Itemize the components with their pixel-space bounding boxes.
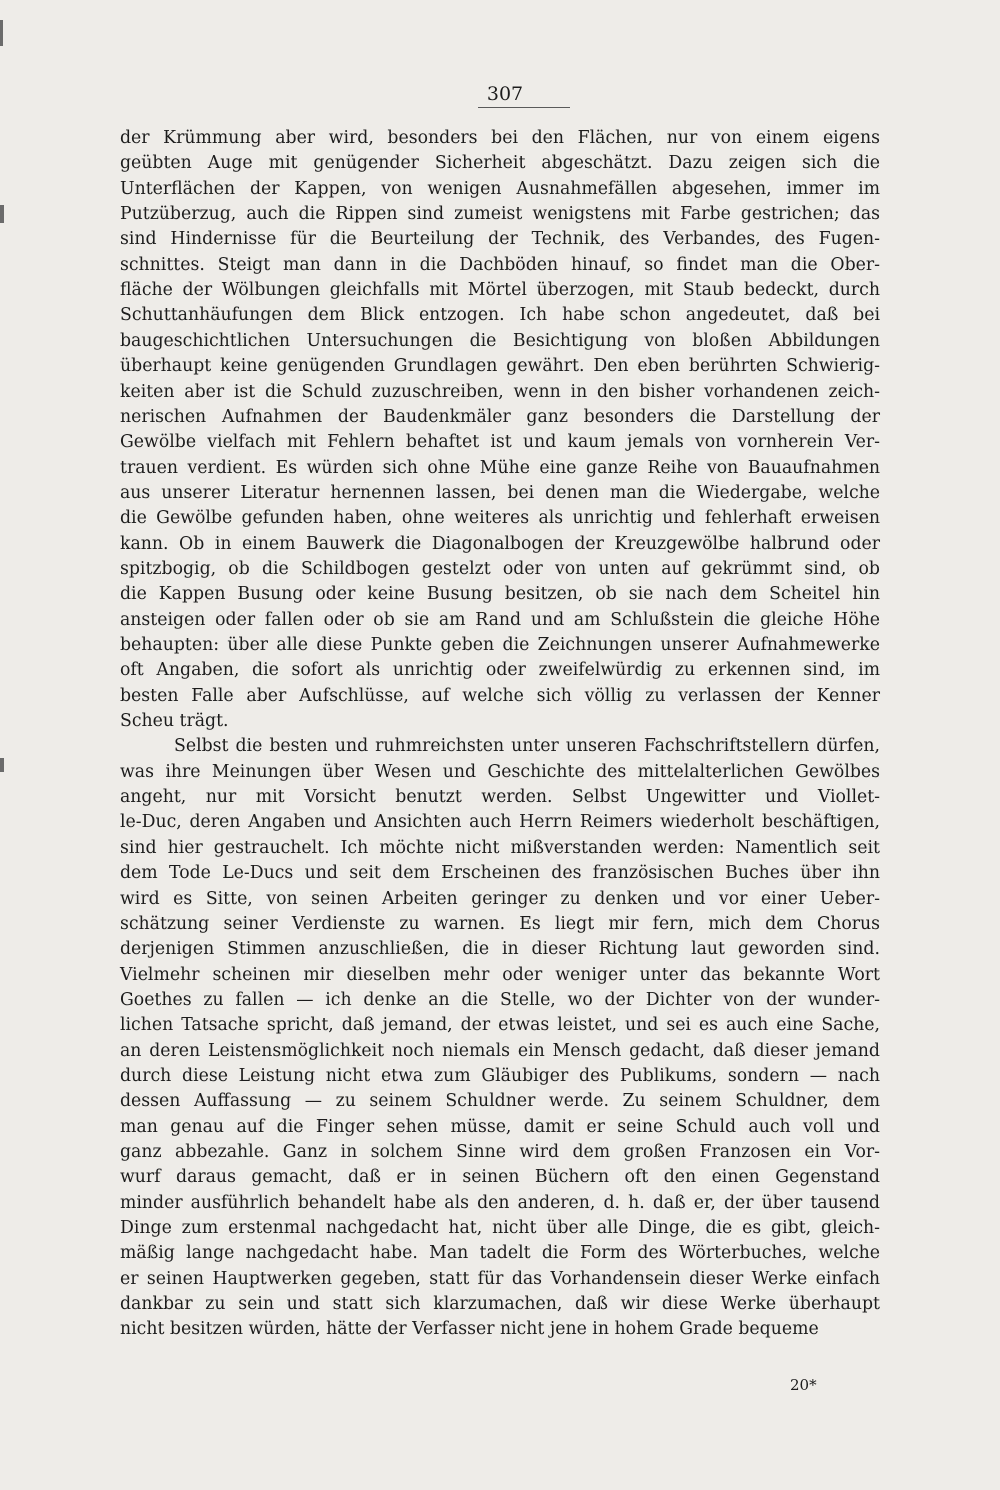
text-line: Scheu trägt. bbox=[120, 711, 229, 732]
scan-edge-mark bbox=[0, 20, 3, 46]
text-line: Unterflächen der Kappen, von wenigen Ausnahmefällen abgesehen, immer im bbox=[120, 178, 880, 199]
text-line: ganz abbezahle. Ganz in solchem Sinne wird dem großen Franzosen ein Vor- bbox=[120, 1142, 880, 1162]
text-line: Gewölbe vielfach mit Fehlern behaftet ist und kaum jemals von vornherein Ver- bbox=[120, 432, 880, 453]
text-line: man genau auf die Finger sehen müsse, damit er seine Schuld auch voll und bbox=[120, 1116, 880, 1137]
text-line: wird es Sitte, von seinen Arbeiten geringer zu denken und vor einer Ueber- bbox=[120, 888, 880, 909]
text-line: minder ausführlich behandelt habe als den anderen, d. h. daß er, der über tausend bbox=[120, 1192, 880, 1213]
text-line: Vielmehr scheinen mir dieselben mehr oder weniger unter das bekannte Wort bbox=[120, 964, 880, 985]
text-line: die Kappen Busung oder keine Busung besitzen, ob sie nach dem Scheitel hin bbox=[120, 584, 880, 605]
text-line: überhaupt keine genügenden Grundlagen gewährt. Den eben berührten Schwierig- bbox=[120, 356, 880, 377]
text-line: schnittes. Steigt man dann in die Dachböden hinauf, so findet man die Ober- bbox=[120, 254, 880, 275]
scan-edge-mark bbox=[0, 205, 4, 223]
text-line: durch diese Leistung nicht etwa zum Gläubiger des Publikums, sondern — nach bbox=[120, 1065, 880, 1086]
text-line: fläche der Wölbungen gleichfalls mit Mörtel überzogen, mit Staub bedeckt, durch bbox=[120, 280, 880, 301]
text-line: Dinge zum erstenmal nachgedacht hat, nicht über alle Dinge, die es gibt, gleich- bbox=[120, 1218, 880, 1239]
text-line: was ihre Meinungen über Wesen und Geschichte des mittelalterlichen Gewölbes bbox=[120, 761, 880, 782]
text-line: behaupten: über alle diese Punkte geben die Zeichnungen unserer Aufnahmewerke bbox=[120, 635, 880, 655]
scan-edge-mark bbox=[0, 758, 4, 772]
text-line: trauen verdient. Es würden sich ohne Mühe eine ganze Reihe von Bauaufnahmen bbox=[120, 457, 880, 478]
text-line: an deren Leistensmöglichkeit noch niemals ein Mensch gedacht, daß dieser jemand bbox=[120, 1040, 880, 1061]
page-number: 307 bbox=[478, 82, 570, 108]
text-line: besten Falle aber Aufschlüsse, auf welche sich völlig zu verlassen der Kenner bbox=[120, 685, 880, 706]
text-line: dessen Auffassung — zu seinem Schuldner werde. Zu seinem Schuldner, dem bbox=[120, 1091, 880, 1112]
text-line: angeht, nur mit Vorsicht benutzt werden. Selbst Ungewitter und Viollet- bbox=[120, 787, 880, 808]
text-line: oft Angaben, die sofort als unrichtig oder zweifelwürdig zu erkennen sind, im bbox=[120, 660, 880, 681]
text-line: kann. Ob in einem Bauwerk die Diagonalbogen der Kreuzgewölbe halbrund oder bbox=[120, 533, 880, 554]
text-line: dem Tode Le-Ducs und seit dem Erscheinen des französischen Buches über ihn bbox=[120, 863, 880, 884]
text-line: nerischen Aufnahmen der Baudenkmäler ganz besonders die Darstellung der bbox=[120, 406, 880, 427]
text-line: le-Duc, deren Angaben und Ansichten auch Herrn Reimers wiederholt beschäftigen, bbox=[120, 812, 880, 833]
text-line: spitzbogig, ob die Schildbogen gestelzt oder von unten auf gekrümmt sind, ob bbox=[120, 558, 880, 579]
text-line: keiten aber ist die Schuld zuzuschreiben, wenn in den bisher vorhandenen zeich- bbox=[120, 381, 880, 402]
text-line: geübten Auge mit genügender Sicherheit abgeschätzt. Dazu zeigen sich die bbox=[120, 153, 880, 174]
text-line: wurf daraus gemacht, daß er in seinen Büchern oft den einen Gegenstand bbox=[120, 1167, 880, 1188]
text-line: nicht besitzen würden, hätte der Verfasser nicht jene in hohem Grade bequeme bbox=[120, 1319, 819, 1340]
text-line: mäßig lange nachgedacht habe. Man tadelt die Form des Wörterbuches, welche bbox=[120, 1243, 880, 1264]
text-line: Putzüberzug, auch die Rippen sind zumeist wenigstens mit Farbe gestrichen; das bbox=[120, 204, 880, 225]
text-line: Selbst die besten und ruhmreichsten unter unseren Fachschriftstellern dürfen, bbox=[174, 736, 880, 757]
text-line: schätzung seiner Verdienste zu warnen. Es liegt mir fern, mich dem Chorus bbox=[120, 913, 880, 934]
printer-signature: 20* bbox=[790, 1376, 817, 1394]
text-line: derjenigen Stimmen anzuschließen, die in dieser Richtung laut geworden sind. bbox=[120, 939, 880, 960]
text-line: er seinen Hauptwerken gegeben, statt für das Vorhandensein dieser Werke einfach bbox=[120, 1268, 880, 1289]
text-line: sind hier gestrauchelt. Ich möchte nicht mißverstanden werden: Namentlich seit bbox=[120, 837, 880, 858]
text-line: aus unserer Literatur hernennen lassen, bei denen man die Wiedergabe, welche bbox=[120, 482, 880, 503]
text-line: Goethes zu fallen — ich denke an die Stelle, wo der Dichter von der wunder- bbox=[120, 989, 880, 1010]
text-line: sind Hindernisse für die Beurteilung der Technik, des Verbandes, des Fugen- bbox=[120, 229, 880, 250]
text-line: Schuttanhäufungen dem Blick entzogen. Ich habe schon angedeutet, daß bei bbox=[120, 305, 880, 326]
text-line: der Krümmung aber wird, besonders bei den Flächen, nur von einem eigens bbox=[120, 128, 880, 148]
text-line: lichen Tatsache spricht, daß jemand, der etwas leistet, und sei es auch eine Sache, bbox=[120, 1015, 880, 1036]
text-line: baugeschichtlichen Untersuchungen die Besichtigung von bloßen Abbildungen bbox=[120, 330, 880, 351]
text-line: ansteigen oder fallen oder ob sie am Rand und am Schlußstein die gleiche Höhe bbox=[120, 609, 880, 630]
text-line: die Gewölbe gefunden haben, ohne weiteres als unrichtig und fehlerhaft erweisen bbox=[120, 508, 880, 529]
text-line: dankbar zu sein und statt sich klarzumachen, daß wir diese Werke überhaupt bbox=[120, 1294, 880, 1315]
